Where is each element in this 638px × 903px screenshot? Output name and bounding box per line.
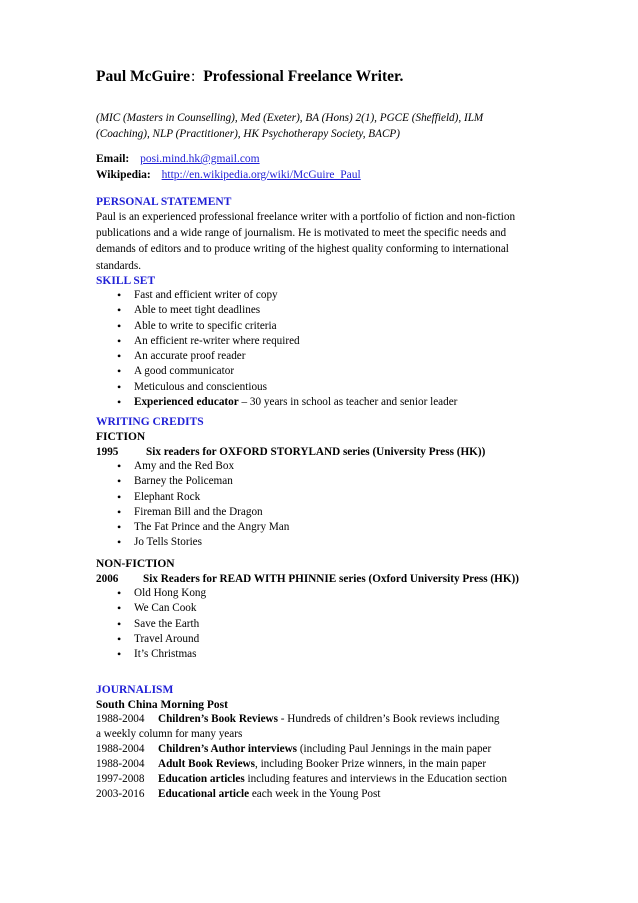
list-item: • Jo Tells Stories <box>96 535 289 550</box>
journalism-detail: , including Booker Prize winners, in the main paper <box>254 758 487 770</box>
title-separator: : <box>191 68 196 85</box>
list-item: • Old Hong Kong <box>96 586 206 601</box>
journalism-detail: each week in the Young Post <box>249 788 381 800</box>
journalism-row <box>96 712 500 727</box>
list-item: • Travel Around <box>96 632 206 647</box>
list-item: • Amy and the Red Box <box>96 459 289 474</box>
list-item: • Able to write to specific criteria <box>96 319 457 334</box>
page-title <box>96 68 403 86</box>
writing-credits-heading: WRITING CREDITS <box>96 416 204 428</box>
list-item: • An accurate proof reader <box>96 349 457 364</box>
journalism-row <box>96 742 491 757</box>
nonfiction-label: NON-FICTION <box>96 558 175 570</box>
qualifications: (MIC (Masters in Counselling), Med (Exeter), BA (Hons) 2(1), PGCE (Sheffield), ILM (Coaching), NLP (Practitioner), HK Psychotherapy Society, BACP) <box>96 112 484 140</box>
list-item: • The Fat Prince and the Angry Man <box>96 520 289 535</box>
journalism-detail: - Hundreds of children’s Book reviews including <box>277 713 500 725</box>
journalism-title: Adult Book Reviews <box>158 758 255 770</box>
fiction-list <box>96 459 289 551</box>
author-name: Paul McGuire <box>96 68 190 85</box>
fiction-series-title: Six readers for OXFORD STORYLAND series (University Press (HK)) <box>146 446 486 458</box>
journalism-detail: including features and interviews in the Education section <box>244 773 507 785</box>
list-item: • Able to meet tight deadlines <box>96 303 457 318</box>
email-label: Email: <box>96 153 130 165</box>
fiction-series-line <box>96 444 485 460</box>
author-role: Professional Freelance Writer. <box>203 68 404 85</box>
personal-statement-text: Paul is an experienced professional freelance writer with a portfolio of fiction and non-fiction publications and a wide range of journalism. He is motivated to meet the specific needs and demands of editors and to produce writing of the highest quality conforming to international standards. <box>96 211 516 272</box>
nonfiction-series-title: Six Readers for READ WITH PHINNIE series (Oxford University Press (HK)) <box>143 573 519 585</box>
list-item: • Meticulous and conscientious <box>96 380 457 395</box>
journalism-title: Education articles <box>158 773 245 785</box>
journalism-row-wrap: a weekly column for many years <box>96 728 243 740</box>
fiction-year: 1995 <box>96 446 119 458</box>
list-item: • Fireman Bill and the Dragon <box>96 505 289 520</box>
list-item: • Save the Earth <box>96 617 206 632</box>
list-item: • A good communicator <box>96 364 457 379</box>
fiction-label: FICTION <box>96 431 146 443</box>
publication-name: South China Morning Post <box>96 699 228 711</box>
nonfiction-list <box>96 586 206 662</box>
personal-statement-heading: PERSONAL STATEMENT <box>96 196 232 208</box>
journalism-heading: JOURNALISM <box>96 684 174 696</box>
journalism-row <box>96 757 486 772</box>
wikipedia-link[interactable]: http://en.wikipedia.org/wiki/McGuire_Paul <box>161 169 361 181</box>
list-item: • It’s Christmas <box>96 647 206 662</box>
journalism-detail: (including Paul Jennings in the main paper <box>297 743 492 755</box>
skill-set-heading: SKILL SET <box>96 275 156 287</box>
list-item: • Fast and efficient writer of copy <box>96 288 457 303</box>
wikipedia-label: Wikipedia: <box>96 169 151 181</box>
journalism-years: 1997-2008 <box>96 773 145 785</box>
list-item: • We Can Cook <box>96 601 206 616</box>
journalism-years: 1988-2004 <box>96 713 145 725</box>
nonfiction-year: 2006 <box>96 573 119 585</box>
journalism-title: Children’s Book Reviews <box>158 713 278 725</box>
skill-bold-part: Experienced educator <box>134 396 239 409</box>
email-link[interactable]: posi.mind.hk@gmail.com <box>140 153 260 165</box>
list-item: • An efficient re-writer where required <box>96 334 457 349</box>
list-item: • Elephant Rock <box>96 490 289 505</box>
journalism-row <box>96 787 381 802</box>
journalism-row <box>96 772 507 787</box>
nonfiction-series-line <box>96 571 519 587</box>
journalism-years: 1988-2004 <box>96 758 145 770</box>
skill-rest-part: – 30 years in school as teacher and senior leader <box>238 396 458 409</box>
skill-list <box>96 288 457 410</box>
wikipedia-line <box>96 167 361 183</box>
journalism-title: Children’s Author interviews <box>158 743 298 755</box>
journalism-years: 2003-2016 <box>96 788 145 800</box>
email-line <box>96 151 260 167</box>
list-item <box>96 395 457 410</box>
list-item: • Barney the Policeman <box>96 474 289 489</box>
journalism-years: 1988-2004 <box>96 743 145 755</box>
journalism-title: Educational article <box>158 788 250 800</box>
